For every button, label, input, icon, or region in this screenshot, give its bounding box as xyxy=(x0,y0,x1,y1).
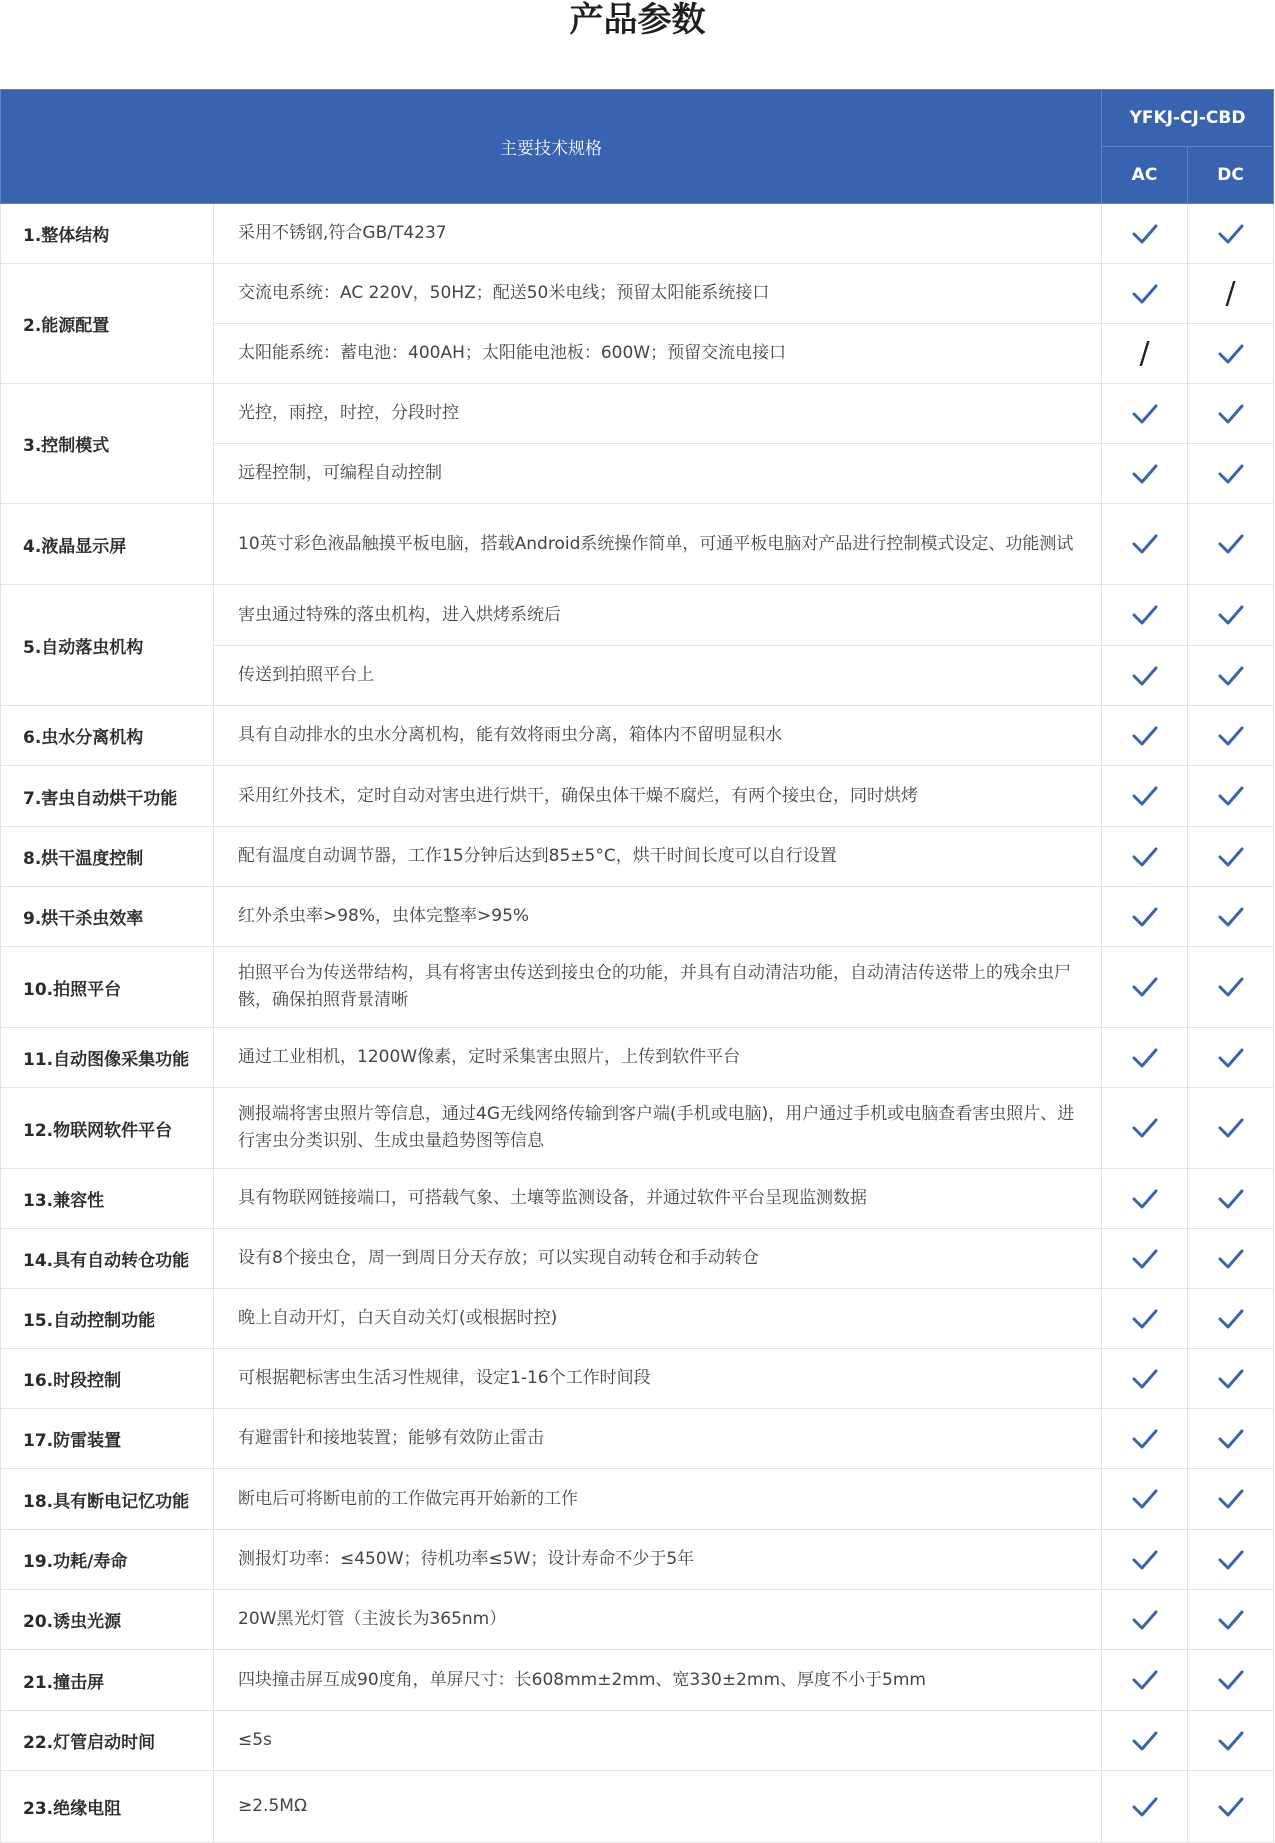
support-cell-dc xyxy=(1188,947,1274,1028)
support-cell-dc xyxy=(1188,324,1274,384)
support-cell-ac xyxy=(1102,204,1188,264)
support-cell-dc xyxy=(1188,204,1274,264)
table-body xyxy=(1,204,1274,1843)
spec-description: 设有8个接虫仓，周一到周日分天存放；可以实现自动转仓和手动转仓 xyxy=(214,1229,1102,1289)
spec-description: 交流电系统：AC 220V，50HZ；配送50米电线；预留太阳能系统接口 xyxy=(214,264,1102,324)
check-icon xyxy=(1217,907,1245,927)
check-icon xyxy=(1217,534,1245,554)
check-icon xyxy=(1217,1048,1245,1068)
table-row xyxy=(1,887,1274,947)
header-main-spec: 主要技术规格 xyxy=(1,90,1102,204)
spec-description: 四块撞击屏互成90度角，单屏尺寸：长608mm±2mm、宽330±2mm、厚度不小于5mm xyxy=(214,1650,1102,1711)
page-title: 产品参数 xyxy=(569,0,706,40)
check-icon xyxy=(1217,847,1245,867)
check-icon xyxy=(1131,464,1159,484)
support-cell-dc xyxy=(1188,646,1274,706)
support-cell-ac xyxy=(1102,1409,1188,1469)
support-cell-ac xyxy=(1102,1289,1188,1349)
table-row xyxy=(1,1409,1274,1469)
table-row xyxy=(1,947,1274,1028)
spec-category: 10.拍照平台 xyxy=(1,947,214,1028)
spec-category: 17.防雷装置 xyxy=(1,1409,214,1469)
spec-category: 19.功耗/寿命 xyxy=(1,1530,214,1590)
check-icon xyxy=(1131,1309,1159,1329)
support-cell-dc xyxy=(1188,1349,1274,1409)
check-icon xyxy=(1131,1369,1159,1389)
spec-category: 2.能源配置 xyxy=(1,264,214,384)
check-icon xyxy=(1217,1189,1245,1209)
support-cell-dc xyxy=(1188,1469,1274,1530)
support-cell-dc xyxy=(1188,887,1274,947)
support-cell-ac xyxy=(1102,444,1188,504)
check-icon xyxy=(1217,1610,1245,1630)
support-cell-ac xyxy=(1102,646,1188,706)
check-icon xyxy=(1131,786,1159,806)
check-icon xyxy=(1217,605,1245,625)
check-icon xyxy=(1131,666,1159,686)
check-icon xyxy=(1131,284,1159,304)
support-cell-dc xyxy=(1188,1169,1274,1229)
spec-description: ≥2.5MΩ xyxy=(214,1771,1102,1843)
support-cell-ac xyxy=(1102,887,1188,947)
spec-description: 害虫通过特殊的落虫机构，进入烘烤系统后 xyxy=(214,585,1102,646)
support-cell-dc xyxy=(1188,1289,1274,1349)
table-row xyxy=(1,504,1274,585)
spec-description: 10英寸彩色液晶触摸平板电脑，搭载Android系统操作简单，可通平板电脑对产品进行控制模式设定、功能测试 xyxy=(214,504,1102,585)
support-cell-dc xyxy=(1188,1409,1274,1469)
spec-description: 太阳能系统：蓄电池：400AH；太阳能电池板：600W；预留交流电接口 xyxy=(214,324,1102,384)
check-icon xyxy=(1217,1550,1245,1570)
spec-category: 7.害虫自动烘干功能 xyxy=(1,766,214,827)
table-row xyxy=(1,1229,1274,1289)
spec-description: 通过工业相机，1200W像素，定时采集害虫照片，上传到软件平台 xyxy=(214,1028,1102,1088)
table-row xyxy=(1,1169,1274,1229)
header-col-dc: DC xyxy=(1188,147,1274,204)
check-icon xyxy=(1217,404,1245,424)
spec-category: 11.自动图像采集功能 xyxy=(1,1028,214,1088)
table-header xyxy=(1,90,1274,204)
table-row xyxy=(1,204,1274,264)
spec-description: 传送到拍照平台上 xyxy=(214,646,1102,706)
support-cell-dc xyxy=(1188,1028,1274,1088)
table-row xyxy=(1,585,1274,646)
spec-category: 15.自动控制功能 xyxy=(1,1289,214,1349)
check-icon xyxy=(1217,1118,1245,1138)
support-cell-dc xyxy=(1188,1711,1274,1771)
spec-category: 1.整体结构 xyxy=(1,204,214,264)
check-icon xyxy=(1131,1731,1159,1751)
check-icon xyxy=(1131,726,1159,746)
spec-description: 光控，雨控，时控，分段时控 xyxy=(214,384,1102,444)
spec-description: 采用不锈钢,符合GB/T4237 xyxy=(214,204,1102,264)
support-cell-ac xyxy=(1102,384,1188,444)
support-cell-ac xyxy=(1102,1028,1188,1088)
spec-category: 21.撞击屏 xyxy=(1,1650,214,1711)
spec-category: 12.物联网软件平台 xyxy=(1,1088,214,1169)
support-cell-ac xyxy=(1102,585,1188,646)
support-cell-ac xyxy=(1102,1590,1188,1650)
spec-category: 20.诱虫光源 xyxy=(1,1590,214,1650)
table-row xyxy=(1,827,1274,887)
slash-icon: / xyxy=(1139,335,1150,371)
check-icon xyxy=(1217,1489,1245,1509)
spec-description: 有避雷针和接地装置；能够有效防止雷击 xyxy=(214,1409,1102,1469)
spec-table xyxy=(0,89,1274,1843)
spec-category: 8.烘干温度控制 xyxy=(1,827,214,887)
table-row xyxy=(1,1650,1274,1711)
table-row xyxy=(1,1028,1274,1088)
support-cell-dc xyxy=(1188,264,1274,324)
table-row xyxy=(1,1771,1274,1843)
spec-description: 具有物联网链接端口，可搭载气象、土壤等监测设备，并通过软件平台呈现监测数据 xyxy=(214,1169,1102,1229)
spec-description: 配有温度自动调节器，工作15分钟后达到85±5°C，烘干时间长度可以自行设置 xyxy=(214,827,1102,887)
support-cell-ac xyxy=(1102,504,1188,585)
check-icon xyxy=(1131,1249,1159,1269)
support-cell-ac xyxy=(1102,947,1188,1028)
check-icon xyxy=(1131,907,1159,927)
check-icon xyxy=(1131,1189,1159,1209)
table-row xyxy=(1,1349,1274,1409)
spec-description: 采用红外技术，定时自动对害虫进行烘干，确保虫体干燥不腐烂，有两个接虫仓，同时烘烤 xyxy=(214,766,1102,827)
support-cell-dc xyxy=(1188,766,1274,827)
table-row xyxy=(1,766,1274,827)
check-icon xyxy=(1217,464,1245,484)
spec-category: 6.虫水分离机构 xyxy=(1,706,214,766)
support-cell-dc xyxy=(1188,1650,1274,1711)
support-cell-ac xyxy=(1102,1169,1188,1229)
check-icon xyxy=(1131,1797,1159,1817)
support-cell-dc xyxy=(1188,1771,1274,1843)
spec-description: 红外杀虫率>98%，虫体完整率>95% xyxy=(214,887,1102,947)
spec-category: 4.液晶显示屏 xyxy=(1,504,214,585)
support-cell-dc xyxy=(1188,827,1274,887)
support-cell-dc xyxy=(1188,1590,1274,1650)
check-icon xyxy=(1131,847,1159,867)
support-cell-dc xyxy=(1188,504,1274,585)
check-icon xyxy=(1217,1731,1245,1751)
check-icon xyxy=(1217,1309,1245,1329)
check-icon xyxy=(1131,605,1159,625)
spec-category: 13.兼容性 xyxy=(1,1169,214,1229)
table-row xyxy=(1,384,1274,444)
check-icon xyxy=(1217,1429,1245,1449)
check-icon xyxy=(1217,1369,1245,1389)
header-model: YFKJ-CJ-CBD xyxy=(1102,90,1274,147)
support-cell-ac xyxy=(1102,1088,1188,1169)
check-icon xyxy=(1217,1249,1245,1269)
check-icon xyxy=(1217,344,1245,364)
table-row xyxy=(1,706,1274,766)
support-cell-dc xyxy=(1188,384,1274,444)
support-cell-ac xyxy=(1102,706,1188,766)
support-cell-ac xyxy=(1102,264,1188,324)
check-icon xyxy=(1131,1429,1159,1449)
support-cell-ac xyxy=(1102,827,1188,887)
table-row xyxy=(1,264,1274,324)
spec-description: 测报灯功率：≤450W；待机功率≤5W；设计寿命不少于5年 xyxy=(214,1530,1102,1590)
check-icon xyxy=(1131,1048,1159,1068)
table-row xyxy=(1,1590,1274,1650)
support-cell-ac xyxy=(1102,1711,1188,1771)
support-cell-dc xyxy=(1188,706,1274,766)
support-cell-ac xyxy=(1102,1530,1188,1590)
spec-category: 14.具有自动转仓功能 xyxy=(1,1229,214,1289)
support-cell-dc xyxy=(1188,1530,1274,1590)
check-icon xyxy=(1217,1797,1245,1817)
check-icon xyxy=(1131,224,1159,244)
check-icon xyxy=(1131,1118,1159,1138)
table-row xyxy=(1,1289,1274,1349)
spec-category: 18.具有断电记忆功能 xyxy=(1,1469,214,1530)
check-icon xyxy=(1217,726,1245,746)
check-icon xyxy=(1131,977,1159,997)
check-icon xyxy=(1217,1670,1245,1690)
check-icon xyxy=(1217,224,1245,244)
spec-description: ≤5s xyxy=(214,1711,1102,1771)
spec-description: 20W黑光灯管（主波长为365nm） xyxy=(214,1590,1102,1650)
support-cell-dc xyxy=(1188,1229,1274,1289)
table-row xyxy=(1,1711,1274,1771)
check-icon xyxy=(1131,1489,1159,1509)
spec-category: 16.时段控制 xyxy=(1,1349,214,1409)
check-icon xyxy=(1131,534,1159,554)
support-cell-ac xyxy=(1102,1650,1188,1711)
spec-description: 断电后可将断电前的工作做完再开始新的工作 xyxy=(214,1469,1102,1530)
check-icon xyxy=(1217,977,1245,997)
table-row xyxy=(1,1530,1274,1590)
support-cell-ac xyxy=(1102,766,1188,827)
spec-category: 3.控制模式 xyxy=(1,384,214,504)
support-cell-ac xyxy=(1102,1771,1188,1843)
support-cell-ac xyxy=(1102,1469,1188,1530)
spec-description: 拍照平台为传送带结构，具有将害虫传送到接虫仓的功能，并具有自动清洁功能，自动清洁传送带上的残余虫尸骸，确保拍照背景清晰 xyxy=(214,947,1102,1028)
spec-description: 具有自动排水的虫水分离机构，能有效将雨虫分离，箱体内不留明显积水 xyxy=(214,706,1102,766)
spec-description: 测报端将害虫照片等信息，通过4G无线网络传输到客户端(手机或电脑)，用户通过手机或电脑查看害虫照片、进行害虫分类识别、生成虫量趋势图等信息 xyxy=(214,1088,1102,1169)
table-row xyxy=(1,1088,1274,1169)
check-icon xyxy=(1217,786,1245,806)
support-cell-ac xyxy=(1102,1349,1188,1409)
support-cell-dc xyxy=(1188,585,1274,646)
support-cell-dc xyxy=(1188,1088,1274,1169)
spec-category: 9.烘干杀虫效率 xyxy=(1,887,214,947)
spec-description: 可根据靶标害虫生活习性规律，设定1-16个工作时间段 xyxy=(214,1349,1102,1409)
slash-icon: / xyxy=(1225,275,1236,311)
check-icon xyxy=(1217,666,1245,686)
support-cell-dc xyxy=(1188,444,1274,504)
check-icon xyxy=(1131,1610,1159,1630)
support-cell-ac xyxy=(1102,1229,1188,1289)
header-col-ac: AC xyxy=(1102,147,1188,204)
check-icon xyxy=(1131,404,1159,424)
spec-category: 23.绝缘电阻 xyxy=(1,1771,214,1843)
spec-category: 22.灯管启动时间 xyxy=(1,1711,214,1771)
spec-description: 晚上自动开灯，白天自动关灯(或根据时控) xyxy=(214,1289,1102,1349)
check-icon xyxy=(1131,1670,1159,1690)
table-row xyxy=(1,1469,1274,1530)
spec-description: 远程控制，可编程自动控制 xyxy=(214,444,1102,504)
spec-category: 5.自动落虫机构 xyxy=(1,585,214,706)
check-icon xyxy=(1131,1550,1159,1570)
support-cell-ac xyxy=(1102,324,1188,384)
